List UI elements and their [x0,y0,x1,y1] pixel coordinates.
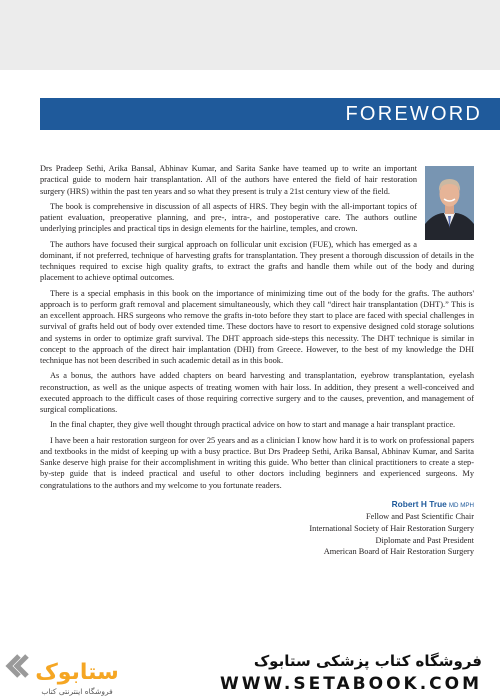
signature-credentials: MD MPH [448,501,474,509]
paragraph-4: There is a special emphasis in this book on the importance of minimizing time out of the body for the grafts. The authors' approach is to perform graft removal and placement simultaneously, which they call “direct hair transplantation (DHT).” This is an excellent approach. HRS surgeons who remove the grafts in-toto before they start to place are faced with special challenges in survival of grafts held out of body over extended time. These doctors have to resort to expensive designed cold storage solutions and systems in order to optimize graft survival. The DHT approach side-steps this necessity. The DHT technique is similar in concept to the approach of the direct hair implantation (DHI) from Greece. However, to the best of my knowledge the DHI technique has not been described in such academic detail as in this book. [40,288,474,365]
signature-title-1: Fellow and Past Scientific Chair [366,512,474,522]
foreword-content [40,163,474,558]
paragraph-2: The book is comprehensive in discussion of all aspects of HRS. They begin with the all-important topics of patient evaluation, preoperative planning, and pre-, intra-, and postoperative care. The authors outline underlying principles and practical tips in design elements for the hairline, temples, and crown. [40,201,417,234]
store-title: فروشگاه کتاب پزشکی ستابوک [253,652,482,670]
signature-title-4: American Board of Hair Restoration Surgery [323,547,474,557]
paragraph-1: Drs Pradeep Sethi, Arika Bansal, Abhinav Kumar, and Sarita Sanke have teamed up to write an important practical guide to modern hair transplantation. All of the authors have entered the field of hair restoration surgery (HRS) within the past ten years and so what they present is truly a 21st century view of the field. [40,164,417,196]
top-band [0,0,500,70]
author-photo [425,166,474,240]
signature-name-line [40,499,474,512]
store-url[interactable]: WWW.SETABOOK.COM [220,674,482,694]
paragraph-6: In the final chapter, they give well thought through practical advice on how to start and manage a hair transplant practice. [50,420,456,430]
signature-name: Robert H True [391,498,447,509]
signature-block [40,499,474,558]
signature-title-3: Diplomate and Past President [375,535,474,545]
logo-wordmark: ستابوک [35,660,119,685]
logo-subtext: فروشگاه اینترنتی کتاب [41,687,113,696]
page-title: FOREWORD [345,103,482,125]
signature-title-2: International Society of Hair Restoration Surgery [309,523,474,533]
footer-banner [0,648,500,700]
setabook-logo [5,650,121,698]
paragraph-3: The authors have focused their surgical approach on follicular unit excision (FUE), which has emerged as a dominant, if not preferred, technique of harvesting grafts for transplantation. They present a thorough discussion of details in the techniques required to excise high quality grafts, to extract the grafts and handle them while out of the body and during placement to achieve optimal outcomes. [40,239,474,283]
title-bar [40,98,500,130]
paragraph-7: I have been a hair restoration surgeon for over 25 years and as a clinician I know how hard it is to work on professional papers and textbooks in the midst of keeping up with a busy practice. But Drs Pradeep Sethi, Arika Bansal, Abhinav Kumar, and Sarita Sanke deserve high praise for their accomplishment in writing this guide. Who better than clinical practitioners to create a step-by-step guide that is indeed practical and useful to other doctors including beginners and experienced surgeons. My congratulations to the authors and my welcome to you fortunate readers. [40,435,474,490]
paragraph-5: As a bonus, the authors have added chapters on beard harvesting and transplantation, eyebrow transplantation, eyelash reconstruction, as well as the unique aspects of treating women with hair loss. In addition, they present a well-conceived and executed approach to the difficult cases of those requiring corrective surgery and to the causes, prevention, and management of surgical complications. [40,371,474,414]
author-portrait-image [425,166,474,240]
